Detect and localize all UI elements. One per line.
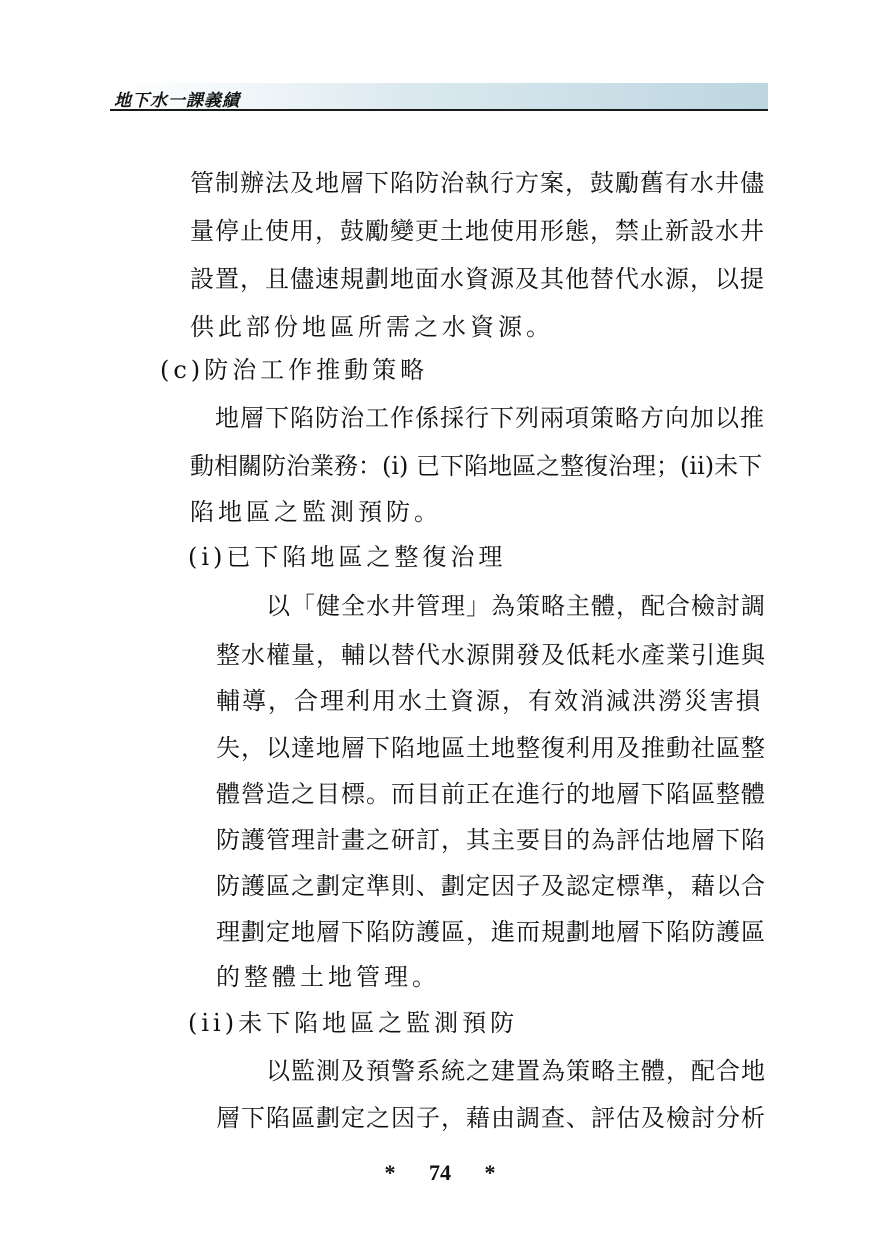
body-line: 動相關防治業務：(i) 已下陷地區之整復治理；(ii)未下 xyxy=(190,452,763,480)
body-line: 設置，且儘速規劃地面水資源及其他替代水源，以提 xyxy=(190,265,765,293)
subsection-heading: (ii)未下陷地區之監測預防 xyxy=(188,1009,519,1037)
body-line: 以監測及預警系統之建置為策略主體，配合地 xyxy=(266,1057,766,1085)
running-header xyxy=(110,83,768,111)
body-line: 量停止使用，鼓勵變更土地使用形態，禁止新設水井 xyxy=(190,217,765,245)
page-number: 74 xyxy=(429,1160,451,1185)
page-footer xyxy=(0,1160,880,1186)
header-title: 地下水一課義績 xyxy=(114,91,240,111)
body-line: 管制辦法及地層下陷防治執行方案，鼓勵舊有水井儘 xyxy=(190,169,765,197)
body-line: 的整體土地管理。 xyxy=(216,963,440,991)
body-line: 防護區之劃定準則、劃定因子及認定標準，藉以合 xyxy=(216,872,766,900)
body-line: 整水權量，輔以替代水源開發及低耗水產業引進與 xyxy=(216,641,766,669)
footer-star-left: * xyxy=(384,1160,396,1185)
body-line: 防護管理計畫之研訂，其主要目的為評估地層下陷 xyxy=(216,826,766,854)
body-line: 失，以達地層下陷地區土地整復利用及推動社區整 xyxy=(216,734,766,762)
body-line: 輔導，合理利用水土資源，有效消減洪澇災害損 xyxy=(216,687,762,715)
body-line: 供此部份地區所需之水資源。 xyxy=(190,313,554,341)
body-line: 陷地區之監測預防。 xyxy=(190,498,442,526)
footer-star-right: * xyxy=(484,1160,496,1185)
section-heading: (c)防治工作推動策略 xyxy=(160,356,429,384)
body-line: 體營造之目標。而目前正在進行的地層下陷區整體 xyxy=(216,780,766,808)
body-line: 理劃定地層下陷防護區，進而規劃地層下陷防護區 xyxy=(216,918,766,946)
body-line: 地層下陷防治工作係採行下列兩項策略方向加以推 xyxy=(215,404,765,432)
body-line: 層下陷區劃定之因子，藉由調查、評估及檢討分析 xyxy=(216,1104,766,1132)
body-line: 以「健全水井管理」為策略主體，配合檢討調 xyxy=(266,592,766,620)
subsection-heading: (i)已下陷地區之整復治理 xyxy=(188,543,507,571)
